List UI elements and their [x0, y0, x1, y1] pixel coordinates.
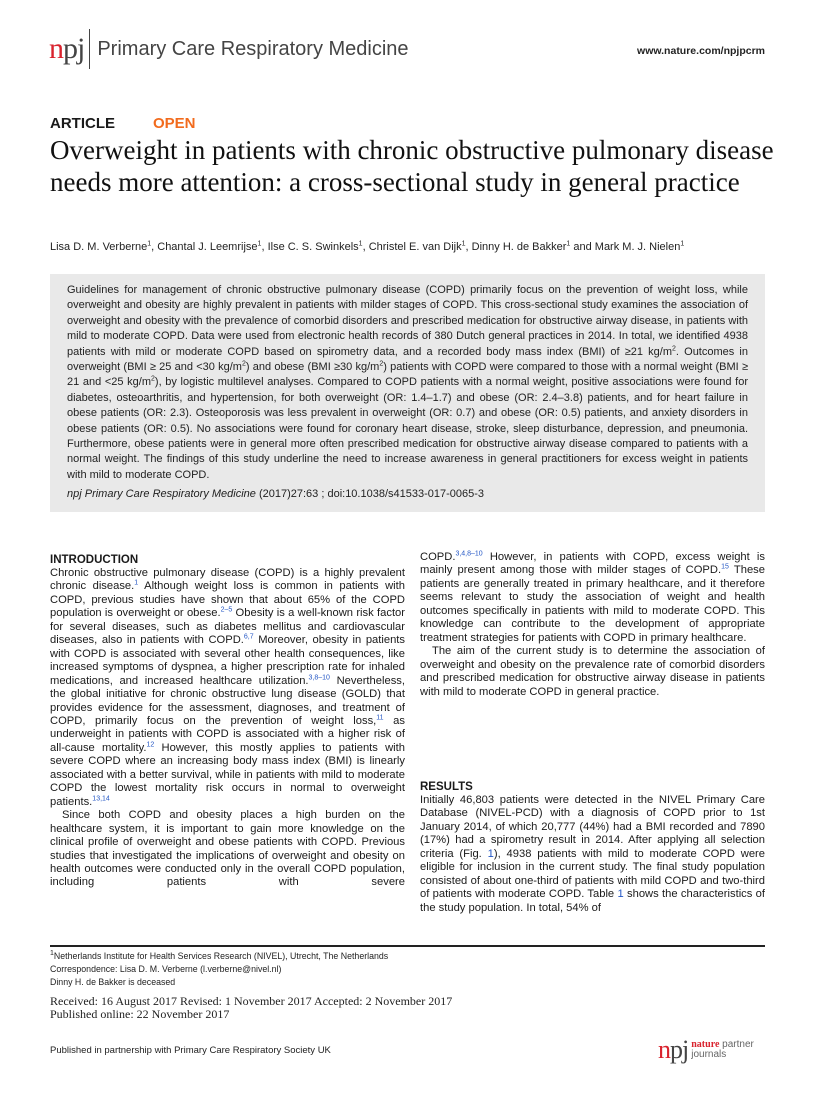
text-run: ) and obese (BMI ≥30 kg/m	[245, 361, 380, 374]
article-type: ARTICLE	[50, 115, 115, 132]
author-affiliation: 1	[147, 240, 152, 248]
text-run: Guidelines for management of chronic obstructive pulmonary disease (COPD) primarily focus on the prevention of weight loss, while overweight and obesity are highly prevalent in patients with milder stages of COPD. This cross-sectional study examines the association of overweight and obesity with the prevalence of comorbid disorders and prescribed medication for obstructive airway disease, in patients with mild to moderate COPD. Data were used from electronic health records of 380 Dutch general practices in 2014. In total, we identified 4938 patients with mild or moderate COPD based on spirometry data, and a recorded body mass index (BMI) of ≥21 kg/m	[67, 284, 748, 358]
citation-link[interactable]: 6,7	[243, 633, 254, 641]
introduction-continued	[420, 551, 765, 699]
intro-paragraph-2-cont	[420, 551, 765, 645]
text-run: as underweight in patients with COPD is associated with a higher risk of all-cause mortality.	[50, 714, 405, 754]
footnote-divider	[50, 945, 765, 947]
text-run: The aim of the current study is to determine the association of overweight and obesity on the prevalence rate of comorbid disorders and prescribed medication for obstructive airway disease in patients with mild to moderate COPD in general practice.	[420, 645, 765, 698]
text-run: Nevertheless, the global initiative for chronic obstructive lung disease (GOLD) that provides evidence for the assessment, diagnoses, and treatment of COPD, primarily focus on the prevention of weight loss,	[50, 674, 405, 727]
author-separator: and	[570, 241, 595, 253]
superscript: 2	[379, 360, 384, 368]
author-name[interactable]: Christel E. van Dijk	[368, 241, 462, 253]
text-run: ), by logistic multilevel analyses. Compared to COPD patients with a normal weight, positive associations were found for diabetes, osteoarthritis, and hypertension, for both overweight (OR: 1.4–1.7) and obese (OR: 2.4–3.8) patients, and for heart failure in obese patients (OR: 2.3). Osteoporosis was less prevalent in overweight (OR: 0.7) and obese (OR: 0.5) patients, and anxiety disorders in obese patients (OR: 0.5). No associations were found for coronary heart disease, stroke, sleep disturbance, depression, and pneumonia. Furthermore, obese patients were in general more often prescribed medication for obstructive airway disease compared to patients with a normal weight. The findings of this study underline the need to increase awareness in general practitioners for excess weight in patients with mild to moderate COPD.	[67, 376, 748, 481]
citation-link[interactable]: 12	[146, 741, 155, 749]
journal-url[interactable]: www.nature.com/npjpcrm	[637, 45, 765, 57]
citation-journal: npj Primary Care Respiratory Medicine	[67, 488, 256, 501]
author-separator: ,	[261, 241, 268, 253]
abstract-text	[67, 283, 748, 483]
figure-table-link[interactable]: 1	[617, 888, 624, 901]
author-name[interactable]: Dinny H. de Bakker	[471, 241, 567, 253]
citation-line	[67, 487, 748, 502]
partnership-note: Published in partnership with Primary Care Respiratory Society UK	[50, 1045, 331, 1056]
intro-paragraph-3	[420, 645, 765, 699]
published-online: Published online: 22 November 2017	[50, 1007, 230, 1021]
npj-partner-journals-logo: npj nature partner journals	[658, 1035, 754, 1064]
author-list	[50, 241, 684, 253]
citation-link[interactable]: 2–5	[220, 606, 233, 614]
citation-link[interactable]: 15	[721, 563, 729, 571]
text-run: shows the characteristics of the study population. In total, 54% of	[420, 888, 765, 914]
text-run: . Outcomes in overweight (BMI ≥ 25 and <30 kg/m	[67, 345, 748, 374]
author-name[interactable]: Chantal J. Leemrijse	[157, 241, 258, 253]
author-affiliation: 1	[461, 240, 466, 248]
superscript: 2	[151, 375, 155, 383]
author-separator: ,	[362, 241, 369, 253]
author-affiliation: 1	[680, 240, 685, 248]
npj-logo: npj	[49, 32, 85, 65]
author-separator: ,	[465, 241, 472, 253]
text-run: Although weight loss is common in patients with COPD, previous studies have shown that about 65% of the COPD population is overweight or obese.	[50, 580, 406, 620]
article-dates	[50, 995, 452, 1021]
author-name[interactable]: Lisa D. M. Verberne	[50, 241, 148, 253]
text-run: COPD.	[420, 551, 456, 563]
author-name[interactable]: Mark M. J. Nielen	[594, 241, 681, 253]
author-name[interactable]: Ilse C. S. Swinkels	[267, 241, 359, 253]
results-heading: RESULTS	[420, 781, 473, 793]
text-run: Moreover, obesity in patients with COPD is associated with several other health consequences, like increased symptoms of dyspnea, a higher prescription rate for inhaled medications, and increased healthcare utilization.	[50, 634, 406, 687]
footnotes	[50, 950, 388, 989]
author-affiliation: 1	[566, 240, 571, 248]
superscript: 2	[672, 344, 676, 352]
text-run: Since both COPD and obesity places a high burden on the healthcare system, it is important to gain more knowledge on the clinical profile of overweight and obese patients with COPD. Previous studies that investigated the implications of overweight and obesity on health outcomes were conducted only in the overall COPD population, including patients with severe	[50, 809, 405, 889]
intro-paragraph-1	[50, 567, 405, 809]
citation-link[interactable]: 13,14	[92, 794, 110, 802]
open-access-badge: OPEN	[153, 115, 196, 132]
introduction-section	[50, 553, 405, 890]
intro-paragraph-2	[50, 809, 405, 890]
text-run: These patients are generally treated in primary healthcare, and it therefore seems relevant to study the association of weight and health outcomes specifically in patients with mild to moderate COPD. This knowledge can contribute to the development of appropriate treatment strategies for patients with COPD in primary healthcare.	[420, 564, 765, 644]
correspondence: Correspondence: Lisa D. M. Verberne (l.verberne@nivel.nl)	[50, 964, 282, 974]
text-run: Initially 46,803 patients were detected in the NIVEL Primary Care Database (NIVEL-PCD) with a diagnosis of COPD prior to 1st January 2014, of which 20,777 (44%) had a BMI recorded and 7890 (17%) had a spirometry result in 2014. After applying all selection criteria (Fig.	[420, 794, 765, 860]
introduction-heading: INTRODUCTION	[50, 554, 139, 566]
text-run: ) patients with COPD were compared to those with a normal weight (BMI ≥ 21 and <25 kg/m	[67, 361, 748, 389]
text-run: Chronic obstructive pulmonary disease (COPD) is a highly prevalent chronic disease.	[50, 567, 405, 593]
author-separator: ,	[151, 241, 158, 253]
superscript: 2	[241, 360, 246, 368]
results-paragraph	[420, 794, 765, 915]
results-section	[420, 780, 765, 915]
citation-link[interactable]: 3,4,8–10	[455, 550, 483, 558]
deceased-note: Dinny H. de Bakker is deceased	[50, 977, 176, 987]
text-run: ), 4938 patients with mild to moderate COPD were eligible for inclusion in the current study. The final study population consisted of about one-third of patients with mild COPD and two-third of patients with moderate COPD. Table	[420, 847, 766, 901]
citation-link[interactable]: 3,8–10	[308, 673, 330, 681]
citation-doi: (2017)27:63 ; doi:10.1038/s41533-017-0065-3	[255, 488, 485, 501]
text-run: However, in patients with COPD, excess weight is mainly present among those with milder stages of COPD.	[420, 551, 765, 577]
citation-link[interactable]: 11	[376, 714, 384, 722]
journal-logo	[49, 30, 409, 68]
author-affiliation: 1	[358, 240, 363, 248]
abstract-box	[50, 274, 765, 512]
affiliation: $^1$Netherlands Institute for Health Services Research (NIVEL), Utrecht, The Netherlands	[50, 950, 389, 961]
author-affiliation: 1	[257, 240, 262, 248]
citation-link[interactable]: 1	[134, 579, 139, 587]
received-revised-accepted: Received: 16 August 2017 Revised: 1 November 2017 Accepted: 2 November 2017	[50, 994, 453, 1008]
logo-divider	[89, 29, 90, 69]
article-title: Overweight in patients with chronic obstructive pulmonary disease needs more attention: a cross-sectional study in general practice	[50, 135, 774, 197]
figure-table-link[interactable]: 1	[487, 847, 494, 860]
journal-name: Primary Care Respiratory Medicine	[97, 37, 409, 60]
text-run: Obesity is a well-known risk factor for several diseases, such as diabetes mellitus and cardiovascular diseases, also in patients with COPD.	[50, 607, 405, 647]
text-run: However, this mostly applies to patients with severe COPD where an increasing body mass index (BMI) is linearly associated with a better survival, while in patients with mild to moderate COPD the lowest mortality risk occurs in normal to overweight patients.	[50, 741, 405, 808]
